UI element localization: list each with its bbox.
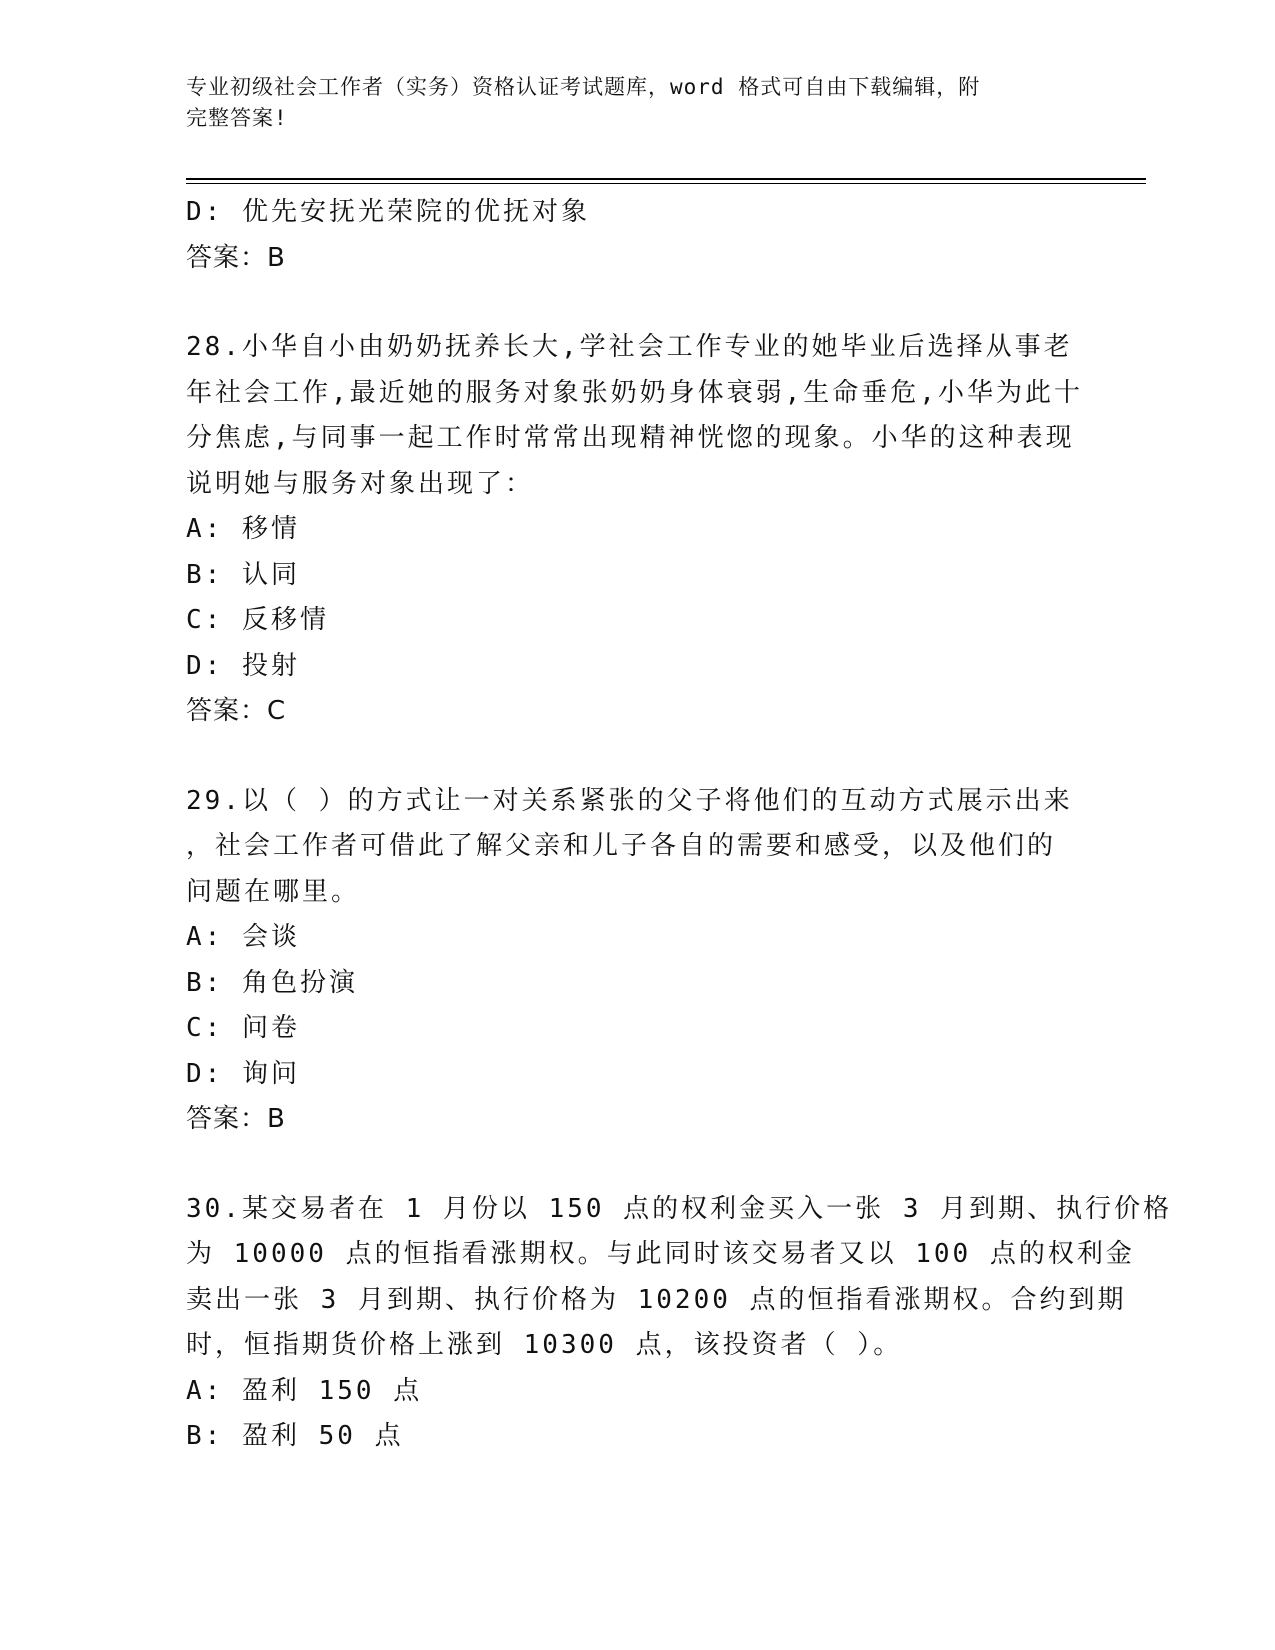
question-text-line: 28.小华自小由奶奶抚养长大,学社会工作专业的她毕业后选择从事老 [186, 332, 1073, 362]
option-d: D: 询问 [186, 1058, 300, 1089]
question-text-line: 问题在哪里。 [186, 876, 361, 907]
question-text-line: 时，恒指期货价格上涨到 10300 点，该投资者（ ）。 [186, 1330, 903, 1360]
option-a: A: 移情 [186, 514, 300, 544]
question-text-line: 29.以（ ）的方式让一对关系紧张的父子将他们的互动方式展示出来 [186, 785, 1073, 816]
spacer [186, 735, 1086, 779]
previous-question-tail [186, 190, 1086, 281]
spacer [186, 281, 1086, 325]
answer-line: 答案：B [186, 242, 286, 273]
option-d: D: 投射 [186, 650, 300, 681]
header-divider-thin [186, 183, 1146, 184]
header-line-2: 完整答案! [186, 106, 288, 130]
question-text-line: 30.某交易者在 1 月份以 150 点的权利金买入一张 3 月到期、执行价格 [186, 1193, 1173, 1224]
question-30 [186, 1187, 1173, 1460]
answer-line: 答案：B [186, 1104, 286, 1134]
page-header [186, 72, 1086, 134]
option-d: D: 优先安抚光荣院的优抚对象 [186, 197, 590, 227]
question-text-line: 卖出一张 3 月到期、执行价格为 10200 点的恒指看涨期权。合约到期 [186, 1284, 1127, 1315]
option-c: C: 反移情 [186, 605, 329, 635]
option-a: A: 盈利 150 点 [186, 1375, 423, 1406]
question-text-line: 为 10000 点的恒指看涨期权。与此同时该交易者又以 100 点的权利金 [186, 1239, 1135, 1269]
option-c: C: 问卷 [186, 1013, 300, 1043]
question-text-line: 年社会工作,最近她的服务对象张奶奶身体衰弱,生命垂危,小华为此十 [186, 377, 1083, 408]
option-b: B: 角色扮演 [186, 967, 358, 998]
question-text-line: 说明她与服务对象出现了： [186, 468, 535, 499]
header-divider-thick [186, 178, 1146, 180]
question-29 [186, 779, 1086, 1143]
question-text-line: ，社会工作者可借此了解父亲和儿子各自的需要和感受，以及他们的 [186, 831, 1057, 861]
spacer [186, 1143, 1086, 1187]
document-body [186, 190, 1173, 1460]
question-28 [186, 325, 1086, 735]
option-b: B: 盈利 50 点 [186, 1421, 404, 1451]
option-b: B: 认同 [186, 559, 300, 590]
option-a: A: 会谈 [186, 922, 300, 952]
question-text-line: 分焦虑,与同事一起工作时常常出现精神恍惚的现象。小华的这种表现 [186, 423, 1075, 453]
answer-line: 答案：C [186, 696, 287, 726]
header-line-1: 专业初级社会工作者（实务）资格认证考试题库，word 格式可自由下载编辑，附 [186, 75, 981, 99]
